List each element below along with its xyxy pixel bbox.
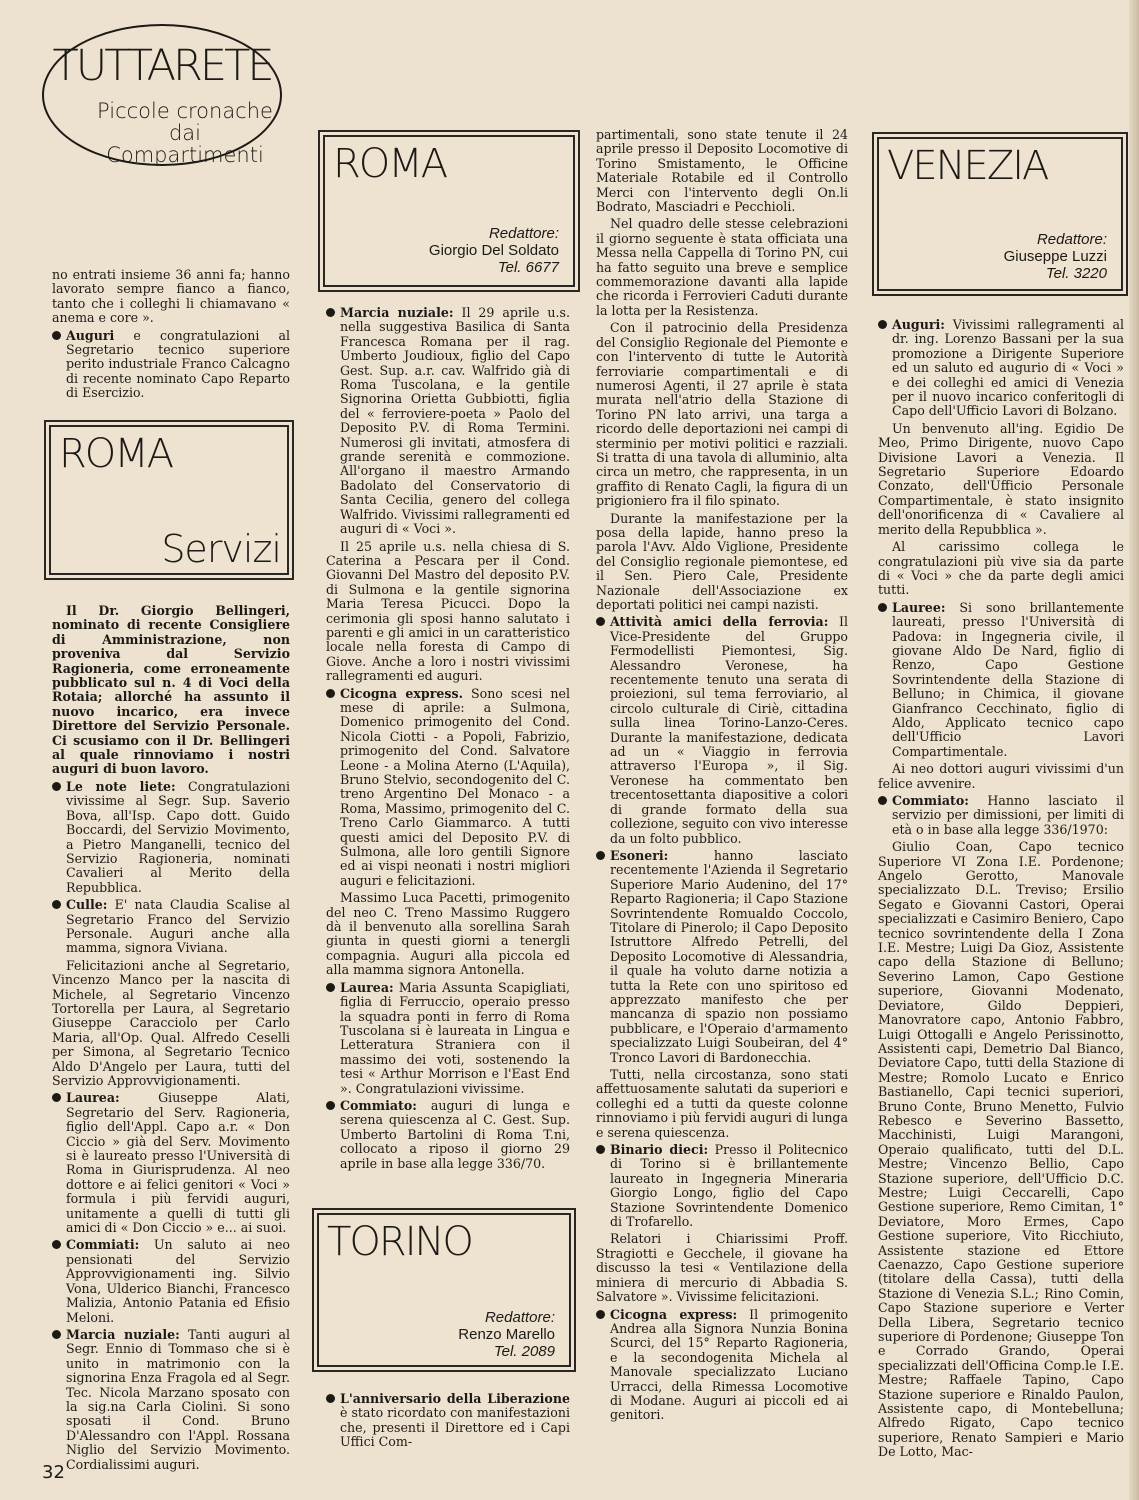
bullet-icon — [596, 851, 605, 860]
column-4 — [878, 318, 1124, 1463]
paragraph: Esoneri: hanno lasciato recentemente l'Azienda il Segretario Superiore Mario Audenino, del 17° Reparto Ragioneria; il Capo Stazione Sovrintendente Romualdo Coccolo, Titolare di Pinerolo; il Capo Deposito Istruttore Alfredo Petrelli, del Deposito Locomotive di Alessandria, il quale ha voluto darne notizia a tutta la Rete con uno spiritoso ed apprezzato manifesto che per mancanza di spazio non possiamo pubblicare, e l'Operaio d'armamento specializzato Luigi Soubeiran, del 4° Tronco Lavori di Bardonecchia. — [596, 849, 848, 1065]
paragraph: Durante la manifestazione per la posa della lapide, hanno preso la parola l'Avv. Aldo Viglione, Presidente del Consiglio regionale piemontese, ed il Sen. Piero Cale, Presidente Nazionale dell'Associazione ex deportati politici nei campi nazisti. — [596, 510, 848, 612]
paragraph: Tutti, nella circostanza, sono stati affettuosamente salutati da superiori e colleghi ed a tutti da queste colonne rinnoviamo i più fervidi auguri di lunga e serena quiescenza. — [596, 1067, 848, 1140]
paragraph: Auguri e congratulazioni al Segretario tecnico superiore perito industriale Franco Calcagno di recente nominato Capo Reparto di Esercizio. — [52, 329, 290, 401]
bullet-icon — [326, 983, 335, 992]
column-1-top — [52, 268, 290, 404]
box-title: VENEZIA — [887, 143, 1048, 189]
paragraph: Relatori i Chiarissimi Proff. Stragiotti e Gecchele, il giovane ha discusso la tesi « Ventilazione della miniera di mercurio di Abbadia S. Salvatore ». Vivissime felicitazioni. — [596, 1231, 848, 1305]
paragraph: Laurea: Giuseppe Alati, Segretario del Serv. Ragioneria, figlio dell'Appl. Capo a.r. « Don Ciccio » già del Serv. Movimento si è laureato presso l'Università di Roma in Giurisprudenza. Al neo dottore e ai felici genitori « Voci » formula i più fervidi auguri, unitamente a quelli di tutti gli amici di « Don Ciccio » e... ai suoi. — [52, 1091, 290, 1235]
paragraph: Auguri: Vivissimi rallegramenti al dr. ing. Lorenzo Bassani per la sua promozione a Dirigente Superiore ed un saluto ed augurio di « Voci » e dei colleghi ed amici di Venezia per il nuovo incarico conferitogli di Capo dell'Ufficio Lavori di Bolzano. — [878, 318, 1124, 419]
section-title: TUTTARETE — [52, 41, 272, 91]
bullet-icon — [878, 603, 887, 612]
bullet-icon — [596, 1310, 605, 1319]
paragraph: Attività amici della ferrovia: Il Vice-Presidente del Gruppo Fermodellisti Piemontesi, Sig. Alessandro Veronese, ha recentemente tenuto una serata di proiezioni, sul tema ferroviario, al circolo culturale di Ciriè, cittadina sulla linea Torino-Lanzo-Ceres. Durante la manifestazione, dedicata ad un « Viaggio in ferrovia attraverso l'Europa », il Sig. Veronese ha commentato ben trecentosettanta diapositive a colori di grande formato della sua collezione, seguito con vivo interesse da un folto pubblico. — [596, 615, 848, 846]
paragraph: Al carissimo collega le congratulazioni più vive sia da parte di « Voci » che da parte degli amici tutti. — [878, 539, 1124, 598]
paragraph: Culle: E' nata Claudia Scalise al Segretario Franco del Servizio Personale. Auguri anche alla mamma, signora Viviana. — [52, 898, 290, 956]
column-3 — [596, 128, 848, 1426]
paragraph: Cicogna express. Sono scesi nel mese di aprile: a Sulmona, Domenico primogenito del Cond. Nicola Ciotti - a Popoli, Fabrizio, primogenito del Cond. Salvatore Leone - a Molina Aterno (L'Aquila), Bruno Stelvio, secondogenito del C. treno Argentino Del Monaco - a Roma, Massimo, primogenito del C. Treno Carlo Giammarco. A tutti questi amici del Deposito P.V. di Sulmona, alle loro gentili Signore ed ai vispi neonati i nostri migliori auguri e felicitazioni. — [326, 687, 570, 889]
bullet-icon — [52, 1093, 61, 1102]
roma-servizi-box — [44, 420, 294, 580]
bullet-icon — [878, 320, 887, 329]
paragraph: Felicitazioni anche al Segretario, Vincenzo Manco per la nascita di Michele, al Segretario Vincenzo Tortorella per Laura, al Segretario Giuseppe Caracciolo per Carlo Maria, all'Op. Qual. Alfredo Ceselli per Simona, al Segretario Tecnico Aldo D'Angelo per Laura, tutti del Servizio Approvvigionamenti. — [52, 957, 290, 1088]
bullet-icon — [326, 1101, 335, 1110]
paragraph: Commiato: Hanno lasciato il servizio per dimissioni, per limiti di età o in base alla legge 336/1970: — [878, 794, 1124, 837]
paragraph: no entrati insieme 36 anni fa; hanno lavorato sempre fianco a fianco, tanto che i colleghi li chiamavano « anema e core ». — [52, 267, 290, 326]
bullet-icon — [596, 617, 605, 626]
paragraph: partimentali, sono state tenute il 24 aprile presso il Deposito Locomotive di Torino Smistamento, le Officine Materiale Rotabile ed il Controllo Merci con l'intervento degli On.li Bodrato, Masciadri e Pecchioli. — [596, 127, 848, 215]
paragraph: Un benvenuto all'ing. Egidio De Meo, Primo Dirigente, nuovo Capo Divisione Lavori a Venezia. Il Segretario Superiore Edoardo Conzato, dell'Ufficio Personale Compartimentale, è stato insignito dell'onorificenza di « Cavaliere al merito della Repubblica ». — [878, 420, 1124, 537]
paragraph: Ai neo dottori auguri vivissimi d'un felice avvenire. — [878, 761, 1124, 791]
paragraph: Commiato: auguri di lunga e serena quiescenza al C. Gest. Sup. Umberto Bartolini di Roma T.ni, collocato a riposo il giorno 29 aprile in base alla legge 336/70. — [326, 1099, 570, 1171]
bullet-icon — [326, 308, 335, 317]
paragraph: Binario dieci: Presso il Politecnico di Torino si è brillantemente laureato in Ingegneria Mineraria Giorgio Longo, figlio del Capo Stazione Sovrintendente Domenico di Trofarello. — [596, 1143, 848, 1229]
bullet-icon — [878, 796, 887, 805]
paragraph: Il 25 aprile u.s. nella chiesa di S. Caterina a Pescara per il Cond. Giovanni Del Mastro del deposito P.V. di Sulmona e la gentile signorina Maria Teresa Picucci. Dopo la cerimonia gli sposi hanno salutato i parenti e gli amici in un caratteristico locale nella foresta di Campo di Giove. Anche a loro i nostri vivissimi rallegramenti ed auguri. — [326, 538, 570, 684]
paragraph: Nel quadro delle stesse celebrazioni il giorno seguente è stata officiata una Messa nella Cappella di Torino PN, cui ha fatto seguito una breve e semplice commemorazione davanti alla lapide che ricorda i Ferrovieri Caduti durante la lotta per la Resistenza. — [596, 216, 848, 318]
box-title: ROMA — [59, 431, 173, 477]
editor-info: Redattore: Giuseppe Luzzi Tel. 3220 — [1003, 231, 1107, 282]
paragraph: Lauree: Si sono brillantemente laureati, presso l'Università di Padova: in Ingegneria civile, il giovane Aldo De Nard, figlio di Renzo, Capo Gestione Sovrintendente della Stazione di Belluno; in Chimica, il giovane Gianfranco Cecchinato, figlio di Aldo, Applicato tecnico capo dell'Ufficio Lavori Compartimentale. — [878, 601, 1124, 759]
page-edge — [1129, 0, 1139, 1500]
paragraph: Massimo Luca Pacetti, primogenito del neo C. Treno Massimo Ruggero dà il benvenuto alla sorellina Sarah giunta in questi giorni a tenergli compagnia. Auguri alla piccola ed alla mamma signora Antonella. — [326, 890, 570, 978]
column-1-bottom — [52, 604, 290, 1475]
torino-box — [312, 1208, 576, 1372]
editor-info: Redattore: Renzo Marello Tel. 2089 — [458, 1309, 555, 1360]
roma-box — [318, 130, 580, 292]
paragraph: Marcia nuziale: Il 29 aprile u.s. nella suggestiva Basilica di Santa Francesca Romana per il rag. Umberto Joudioux, figlio del Capo Gest. Sup. a.r. cav. Walfrido già di Roma Tuscolana, e la gentile Signorina Orietta Gubbiotti, figlia del « ferroviere-poeta » Paolo del Deposito P.V. di Roma Termini. Numerosi gli invitati, atmosfera di grande serenità e commozione. All'organo il maestro Armando Badolato del Conservatorio di Santa Cecilia, genero del collega Walfrido. Vivissimi rallegramenti ed auguri di « Voci ». — [326, 306, 570, 537]
bullet-icon — [52, 1330, 61, 1339]
section-header — [42, 24, 282, 166]
paragraph: Cicogna express: Il primogenito Andrea alla Signora Nunzia Bonina Scurci, del 15° Reparto Ragioneria, e la secondogenita Michela al Manovale specializzato Luciano Urracci, della Rimessa Locomotive di Modane. Auguri ai piccoli ed ai genitori. — [596, 1308, 848, 1423]
box-subtitle: Servizi — [161, 527, 281, 571]
paragraph: Il Dr. Giorgio Bellingeri, nominato di recente Consigliere di Amministrazione, non proveniva dal Servizio Ragioneria, come erroneamente pubblicato sul n. 4 di Voci della Rotaia; allorché ha assunto il nuovo incarico, era invece Direttore del Servizio Personale. Ci scusiamo con il Dr. Bellingeri al quale rinnoviamo i nostri auguri di buon lavoro. — [52, 603, 290, 777]
bullet-icon — [52, 782, 61, 791]
paragraph: L'anniversario della Liberazione è stato ricordato con manifestazioni che, presenti il Direttore ed i Capi Uffici Com- — [326, 1392, 570, 1450]
bullet-icon — [596, 1145, 605, 1154]
column-2-top — [326, 306, 570, 1174]
column-2-bottom — [326, 1392, 570, 1453]
editor-info: Redattore: Giorgio Del Soldato Tel. 6677 — [428, 225, 559, 276]
paragraph: Le note liete: Congratulazioni vivissime al Segr. Sup. Saverio Bova, all'Isp. Capo dott. Guido Boccardi, del Servizio Movimento, a Pietro Manganelli, tecnico del Servizio Ragioneria, nominati Cavalieri al Merito della Repubblica. — [52, 780, 290, 895]
bullet-icon — [326, 689, 335, 698]
paragraph: Commiati: Un saluto ai neo pensionati del Servizio Approvvigionamenti ing. Silvio Vona, Ulderico Bianchi, Francesco Malizia, Antonio Patania ed Efisio Meloni. — [52, 1238, 290, 1324]
box-title: TORINO — [327, 1219, 472, 1265]
page-number: 32 — [42, 1462, 65, 1483]
venezia-box — [872, 132, 1128, 296]
bullet-icon — [52, 900, 61, 909]
paragraph: Con il patrocinio della Presidenza del Consiglio Regionale del Piemonte e con l'intervento di tutte le Autorità ferroviarie compartimentali e di numerosi Agenti, il 27 aprile è stata murata nell'atrio della Stazione di Torino PN lato arrivi, una targa a ricordo delle deportazioni nei campi di sterminio per motivi politici e razziali. Si tratta di una tavola di alluminio, alta circa un metro, che rappresenta, in un graffito di Renato Cagli, la figura di un prigioniero fra il filo spinato. — [596, 320, 848, 509]
paragraph: Giulio Coan, Capo tecnico Superiore VI Zona I.E. Pordenone; Angelo Gerotto, Manovale specializzato D.L. Treviso; Ersilio Segato e Giovanni Castori, Operai specializzati e Casimiro Beniero, Capo tecnico sovrintendente della I Zona I.E. Mestre; Luigi Da Gioz, Assistente capo della Stazione di Belluno; Severino Lamon, Capo Gestione superiore, Giovanni Modenato, Deviatore, Gildo Deppieri, Manovratore capo, Antonio Fabbro, Luigi Ottogalli e Angelo Perissinotto, Assistenti capi, Demetrio Dal Bianco, Deviatore Capo, tutti della Stazione di Mestre; Romolo Lucato e Enrico Bastianello, Capi tecnici superiori, Bruno Conte, Bruno Menetto, Fulvio Rebesco e Severino Bassetto, Macchinisti, Luigi Marangoni, Operaio qualificato, tutti del D.L. Mestre; Vincenzo Bellio, Capo Stazione superiore, dell'Ufficio D.C. Mestre; Luigi Ceccarelli, Capo Gestione superiore, Remo Cimitan, 1° Deviatore, Moro Ermes, Capo Gestione superiore, Vito Ricchiuto, Assistente stazione ed Ettore Caenazzo, Capo Gestione superiore (titolare della Cassa), tutti della Stazione di Venezia S.L.; Rino Comin, Capo Stazione superiore e Verter Della Libera, Segretario tecnico superiore di Pordenone; Giuseppe Ton e Corrado Grando, Operai specializzati dell'Officina Comp.le I.E. Mestre; Raffaele Tapino, Capo Stazione superiore e Rinaldo Paulon, Assistente capo, di Montebelluna; Alfredo Rigato, Capo tecnico superiore, Renato Sampieri e Mario De Lotto, Mac- — [878, 839, 1124, 1460]
bullet-icon — [52, 331, 61, 340]
bullet-icon — [52, 1240, 61, 1249]
paragraph: Marcia nuziale: Tanti auguri al Segr. Ennio di Tommaso che si è unito in matrimonio con la signorina Enza Fragola ed al Segr. Tec. Nicola Marzano sposato con la sig.na Carla Ciolini. Si sono sposati il Cond. Bruno D'Alessandro con l'Appl. Rossana Niglio del Servizio Movimento. Cordialissimi auguri. — [52, 1328, 290, 1472]
paragraph: Laurea: Maria Assunta Scapigliati, figlia di Ferruccio, operaio presso la squadra ponti in ferro di Roma Tuscolana si è laureata in Lingua e Letteratura Straniera con il massimo dei voti, sostenendo la tesi « Arthur Morrison e l'East End ». Congratulazioni vivissime. — [326, 981, 570, 1096]
section-subtitle: Piccole cronache dai Compartimenti — [97, 99, 273, 167]
box-title: ROMA — [333, 141, 447, 187]
bullet-icon — [326, 1394, 335, 1403]
